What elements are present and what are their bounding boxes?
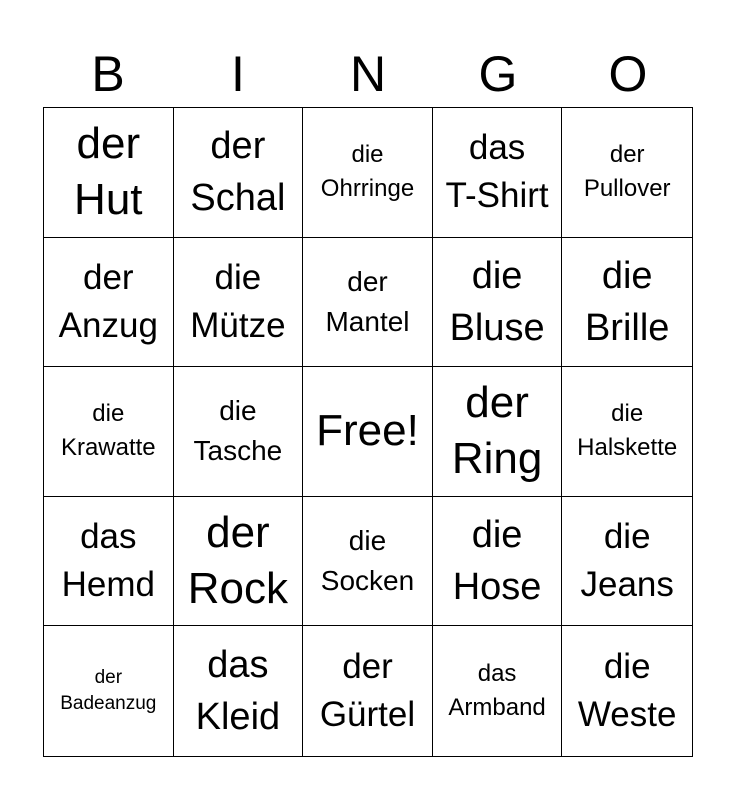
cell-article: die — [601, 254, 653, 297]
bingo-cell[interactable] — [433, 367, 563, 497]
cell-word: Armband — [448, 694, 546, 722]
bingo-cell[interactable] — [433, 626, 563, 756]
cell-article: das — [207, 644, 269, 687]
bingo-cell[interactable] — [44, 497, 174, 627]
cell-word: Krawatte — [60, 434, 156, 462]
cell-word: T-Shirt — [445, 176, 549, 216]
bingo-card-grid — [43, 107, 693, 757]
header-letter-i: I — [231, 46, 245, 102]
bingo-cell[interactable] — [303, 108, 433, 238]
header-letter-g: G — [478, 46, 518, 102]
bingo-cell[interactable] — [44, 238, 174, 368]
cell-word: Badeanzug — [60, 693, 157, 715]
bingo-cell[interactable] — [174, 626, 304, 756]
cell-article: die — [351, 141, 384, 169]
bingo-cell[interactable] — [174, 497, 304, 627]
cell-word: Anzug — [58, 305, 158, 345]
cell-word: Jeans — [580, 565, 674, 605]
bingo-cell[interactable] — [433, 108, 563, 238]
cell-word: Kleid — [195, 696, 281, 739]
cell-article: die — [471, 514, 523, 557]
bingo-cell[interactable] — [562, 497, 692, 627]
bingo-cell[interactable] — [303, 497, 433, 627]
cell-article: der — [83, 257, 134, 297]
bingo-cell[interactable] — [562, 108, 692, 238]
bingo-cell[interactable] — [44, 108, 174, 238]
cell-article: die — [219, 395, 257, 427]
cell-article: die — [603, 517, 651, 557]
cell-word: Ohrringe — [320, 175, 415, 203]
free-space-label: Free! — [316, 406, 419, 456]
bingo-cell[interactable] — [433, 238, 563, 368]
cell-article: die — [214, 257, 262, 297]
header-letter-o: O — [608, 46, 648, 102]
bingo-cell[interactable] — [44, 367, 174, 497]
bingo-cell[interactable] — [562, 626, 692, 756]
bingo-cell[interactable] — [174, 367, 304, 497]
cell-word: Brille — [584, 306, 670, 349]
bingo-cell[interactable] — [174, 238, 304, 368]
cell-article: der — [609, 141, 645, 169]
cell-word: Schal — [190, 177, 286, 220]
cell-article: der — [347, 265, 388, 297]
cell-article: der — [76, 119, 141, 169]
cell-article: das — [80, 517, 137, 557]
header-letter-b: B — [91, 46, 125, 102]
cell-article: die — [603, 647, 651, 687]
cell-article: die — [471, 254, 523, 297]
cell-article: der — [210, 125, 266, 168]
cell-word: Hose — [452, 566, 542, 609]
cell-article: das — [468, 128, 526, 168]
cell-article: die — [92, 400, 125, 428]
cell-article: der — [465, 378, 529, 428]
bingo-cell[interactable] — [562, 238, 692, 368]
free-space-cell[interactable] — [303, 367, 433, 497]
cell-article: der — [342, 647, 393, 687]
cell-article: der — [206, 508, 270, 558]
cell-article: die — [348, 525, 387, 557]
bingo-cell[interactable] — [303, 626, 433, 756]
cell-article: das — [477, 660, 517, 688]
bingo-header — [43, 40, 693, 108]
cell-word: Socken — [320, 565, 415, 597]
cell-word: Rock — [187, 564, 289, 614]
header-letter-n: N — [349, 46, 387, 102]
cell-word: Weste — [577, 695, 677, 735]
bingo-cell[interactable] — [303, 238, 433, 368]
cell-word: Hut — [74, 175, 143, 225]
bingo-cell[interactable] — [174, 108, 304, 238]
cell-word: Gürtel — [319, 695, 416, 735]
bingo-cell[interactable] — [44, 626, 174, 756]
cell-word: Tasche — [193, 435, 283, 467]
cell-article: der — [94, 667, 123, 689]
cell-article: die — [611, 400, 644, 428]
cell-word: Mütze — [190, 305, 286, 345]
bingo-cell[interactable] — [562, 367, 692, 497]
cell-word: Hemd — [61, 565, 155, 605]
bingo-cell[interactable] — [433, 497, 563, 627]
cell-word: Halskette — [577, 434, 678, 462]
cell-word: Bluse — [449, 306, 545, 349]
cell-word: Mantel — [325, 305, 410, 337]
cell-word: Pullover — [583, 175, 671, 203]
cell-word: Ring — [451, 434, 543, 484]
